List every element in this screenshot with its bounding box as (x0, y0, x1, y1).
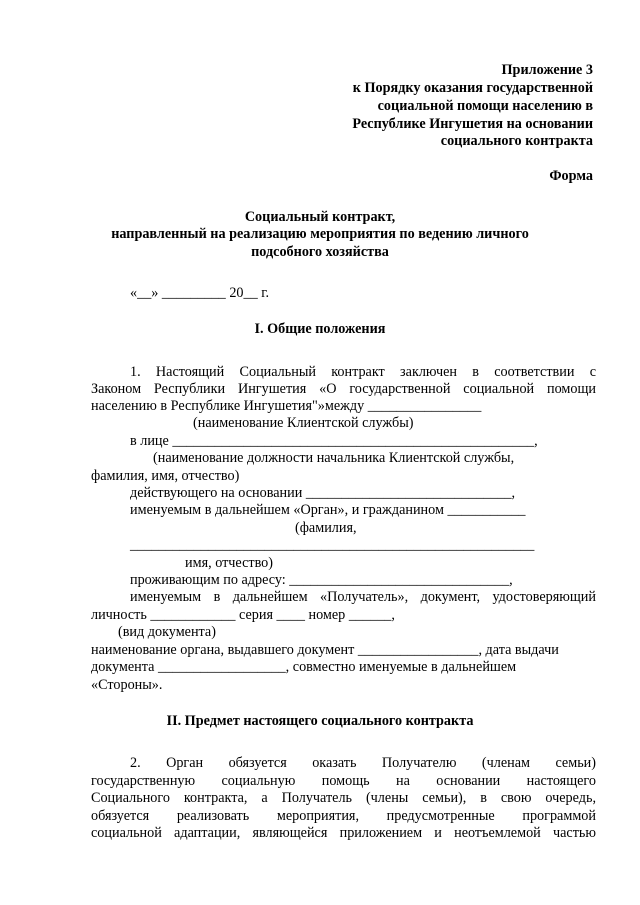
appendix-line: к Порядку оказания государственной (352, 80, 593, 96)
paragraph-line: действующего на основании _____________________________, (130, 485, 516, 501)
appendix-line: социального контракта (440, 133, 593, 149)
form-label: Форма (549, 168, 593, 184)
paragraph-line: Законом Республики Ингушетия «О государственной социальной помощи (91, 381, 596, 397)
paragraph-line: _________________________________________________________ (130, 537, 535, 553)
paragraph-line: 1. Настоящий Социальный контракт заключен в соответствии с (130, 364, 596, 380)
paragraph-line: «Стороны». (91, 677, 163, 693)
field-caption: фамилия, имя, отчество) (91, 468, 240, 484)
field-caption: (наименование Клиентской службы) (193, 415, 414, 431)
paragraph-line: 2. Орган обязуется оказать Получателю (членам семьи) (130, 755, 596, 771)
section-heading: I. Общие положения (254, 321, 386, 337)
paragraph-line: личность ____________ серия ____ номер ______, (91, 607, 395, 623)
appendix-line: Республике Ингушетия на основании (352, 116, 593, 132)
field-caption: имя, отчество) (185, 555, 273, 571)
paragraph-line: именуемым в дальнейшем «Орган», и гражданином ___________ (130, 502, 526, 518)
paragraph-line: населению в Республике Ингушетия"»между ________________ (91, 398, 482, 414)
paragraph-line: именуемым в дальнейшем «Получатель», документ, удостоверяющий (130, 589, 596, 605)
paragraph-line: в лице ___________________________________________________, (130, 433, 538, 449)
field-caption: (вид документа) (118, 624, 216, 640)
paragraph-line: документа __________________, совместно именуемые в дальнейшем (91, 659, 517, 675)
paragraph-line: государственную социальную помощь на основании настоящего (91, 773, 596, 789)
paragraph-line: социальной адаптации, являющейся приложением и неотъемлемой частью (91, 825, 596, 841)
paragraph-line: проживающим по адресу: _______________________________, (130, 572, 513, 588)
document-title: Социальный контракт, (244, 209, 396, 225)
field-caption: (фамилия, (295, 520, 357, 536)
appendix-line: социальной помощи населению в (377, 98, 593, 114)
paragraph-line: обязуется реализовать мероприятия, предусмотренные программой (91, 808, 596, 824)
document-title-line: подсобного хозяйства (251, 244, 389, 260)
section-heading: II. Предмет настоящего социального контракта (166, 713, 474, 729)
appendix-number: Приложение 3 (501, 62, 593, 78)
paragraph-line: Социального контракта, а Получатель (члены семьи), в свою очередь, (91, 790, 596, 806)
date-line: «__» _________ 20__ г. (130, 285, 269, 301)
paragraph-line: наименование органа, выдавшего документ _________________, дата выдачи (91, 642, 559, 658)
document-title-line: направленный на реализацию мероприятия по ведению личного (111, 226, 529, 242)
field-caption: (наименование должности начальника Клиентской службы, (153, 450, 515, 466)
